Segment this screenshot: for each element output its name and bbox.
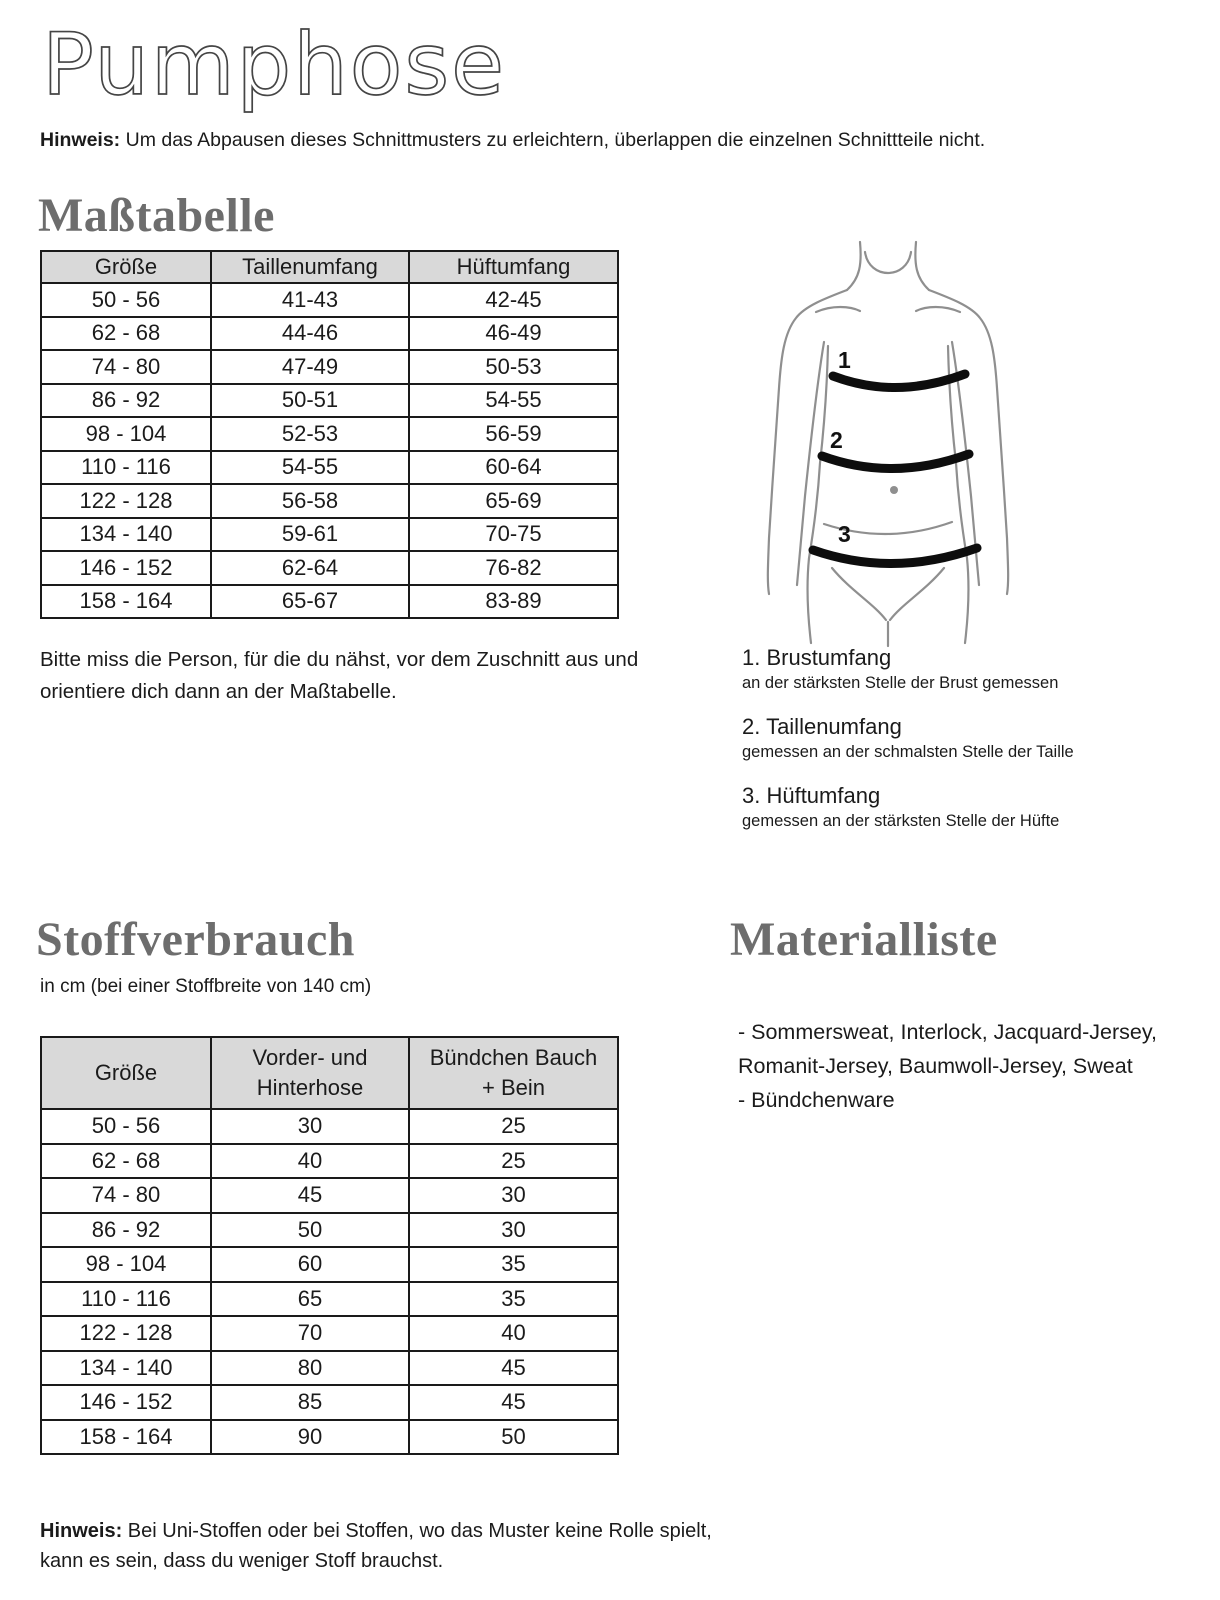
table-cell: 110 - 116 <box>41 1282 211 1317</box>
table-header-row <box>41 251 618 283</box>
bottom-note <box>40 1516 754 1576</box>
table-cell: 50 <box>409 1420 618 1455</box>
bottom-note-text: Bei Uni-Stoffen oder bei Stoffen, wo das Muster keine Rolle spielt, kann es sein, dass du weniger Stoff brauchst. <box>40 1520 712 1572</box>
table-row <box>41 451 618 485</box>
table-cell: 56-58 <box>211 484 409 518</box>
table-cell: 122 - 128 <box>41 1316 211 1351</box>
table-row <box>41 283 618 317</box>
table-cell: 56-59 <box>409 417 618 451</box>
legend-description: gemessen an der schmalsten Stelle der Taille <box>742 743 1074 761</box>
table-cell: 158 - 164 <box>41 585 211 619</box>
chest-band-number: 1 <box>838 347 851 373</box>
table-cell: 45 <box>409 1385 618 1420</box>
column-header: Vorder- und Hinterhose <box>211 1037 409 1109</box>
figure-crotch-right <box>890 568 944 620</box>
table-cell: 50 - 56 <box>41 283 211 317</box>
figure-navel-dot <box>890 486 898 494</box>
waist-band <box>822 454 969 469</box>
table-cell: 70 <box>211 1316 409 1351</box>
table-cell: 50 <box>211 1213 409 1248</box>
table-cell: 60 <box>211 1247 409 1282</box>
table-cell: 50-53 <box>409 350 618 384</box>
material-list <box>738 1016 1216 1118</box>
column-header: Größe <box>41 1037 211 1109</box>
table-row <box>41 1109 618 1144</box>
chest-band <box>833 374 965 388</box>
table-row <box>41 1282 618 1317</box>
table-row <box>41 585 618 619</box>
legend-description: an der stärksten Stelle der Brust gemessen <box>742 674 1059 692</box>
table-row <box>41 1144 618 1179</box>
table-cell: 47-49 <box>211 350 409 384</box>
table-row <box>41 1420 618 1455</box>
table-cell: 146 - 152 <box>41 551 211 585</box>
figure-neck-right <box>915 242 929 290</box>
fabric-usage-heading: Stoffverbrauch <box>36 913 355 966</box>
legend-item-hip <box>742 783 1202 831</box>
top-note-text: Um das Abpausen dieses Schnittmusters zu erleichtern, überlappen die einzelnen Schnittteile nicht. <box>120 129 986 151</box>
measurement-table <box>40 250 619 619</box>
table-cell: 42-45 <box>409 283 618 317</box>
table-row <box>41 1247 618 1282</box>
table-row <box>41 518 618 552</box>
legend-item-bust <box>742 645 1202 693</box>
table-cell: 74 - 80 <box>41 1178 211 1213</box>
figure-collarbone-left <box>816 307 860 312</box>
table-cell: 50-51 <box>211 384 409 418</box>
table-cell: 52-53 <box>211 417 409 451</box>
list-item: - Sommersweat, Interlock, Jacquard-Jersey, Romanit-Jersey, Baumwoll-Jersey, Sweat <box>738 1020 1157 1078</box>
table-cell: 98 - 104 <box>41 417 211 451</box>
legend-title: 3. Hüftumfang <box>742 783 881 808</box>
table-cell: 122 - 128 <box>41 484 211 518</box>
list-item: - Bündchenware <box>738 1087 895 1112</box>
table-cell: 40 <box>211 1144 409 1179</box>
table-cell: 30 <box>409 1178 618 1213</box>
table-cell: 65-67 <box>211 585 409 619</box>
table-row <box>41 417 618 451</box>
table-cell: 41-43 <box>211 283 409 317</box>
legend-title: 1. Brustumfang <box>742 645 892 670</box>
table-cell: 110 - 116 <box>41 451 211 485</box>
table-row <box>41 1385 618 1420</box>
table-cell: 134 - 140 <box>41 1351 211 1386</box>
table-cell: 86 - 92 <box>41 1213 211 1248</box>
table-cell: 146 - 152 <box>41 1385 211 1420</box>
table-cell: 74 - 80 <box>41 350 211 384</box>
legend-item-waist <box>742 714 1202 762</box>
table-cell: 85 <box>211 1385 409 1420</box>
table-cell: 40 <box>409 1316 618 1351</box>
body-measurement-figure <box>748 238 1028 648</box>
table-row <box>41 350 618 384</box>
table-cell: 62-64 <box>211 551 409 585</box>
table-row <box>41 551 618 585</box>
table-cell: 50 - 56 <box>41 1109 211 1144</box>
table-cell: 54-55 <box>409 384 618 418</box>
table-cell: 45 <box>409 1351 618 1386</box>
table-cell: 158 - 164 <box>41 1420 211 1455</box>
table-cell: 134 - 140 <box>41 518 211 552</box>
table-cell: 35 <box>409 1282 618 1317</box>
table-cell: 25 <box>409 1109 618 1144</box>
measurement-legend <box>742 645 1202 852</box>
figure-neck-left <box>847 242 861 290</box>
table-cell: 90 <box>211 1420 409 1455</box>
page-title-text: Pumphose <box>42 15 507 115</box>
fabric-usage-subtitle: in cm (bei einer Stoffbreite von 140 cm) <box>40 976 372 997</box>
table-cell: 86 - 92 <box>41 384 211 418</box>
table-cell: 76-82 <box>409 551 618 585</box>
table-row <box>41 1213 618 1248</box>
table-cell: 54-55 <box>211 451 409 485</box>
table-cell: 45 <box>211 1178 409 1213</box>
table-row <box>41 317 618 351</box>
page-title <box>40 14 560 118</box>
mass-table-heading: Maßtabelle <box>38 189 275 242</box>
table-cell: 59-61 <box>211 518 409 552</box>
table-row <box>41 1351 618 1386</box>
figure-collarbone-right <box>916 307 960 312</box>
table-cell: 25 <box>409 1144 618 1179</box>
table-cell: 80 <box>211 1351 409 1386</box>
table-cell: 83-89 <box>409 585 618 619</box>
column-header: Taillenumfang <box>211 251 409 283</box>
legend-description: gemessen an der stärksten Stelle der Hüfte <box>742 812 1060 830</box>
top-note-label: Hinweis: <box>40 129 121 151</box>
table-cell: 65-69 <box>409 484 618 518</box>
figure-crotch-left <box>832 568 886 620</box>
hip-band-number: 3 <box>838 521 851 547</box>
table-header-row <box>41 1037 618 1109</box>
table-row <box>41 384 618 418</box>
table-cell: 60-64 <box>409 451 618 485</box>
top-note <box>40 126 985 155</box>
table-cell: 62 - 68 <box>41 317 211 351</box>
column-header: Größe <box>41 251 211 283</box>
table-cell: 46-49 <box>409 317 618 351</box>
column-header: Hüftumfang <box>409 251 618 283</box>
table-cell: 98 - 104 <box>41 1247 211 1282</box>
table-cell: 30 <box>211 1109 409 1144</box>
measure-instruction-text: Bitte miss die Person, für die du nähst, vor dem Zuschnitt aus und orientiere dich dann an der Maßtabelle. <box>40 648 639 703</box>
table-row <box>41 484 618 518</box>
material-list-heading: Materialliste <box>730 913 998 966</box>
bottom-note-label: Hinweis: <box>40 1520 123 1542</box>
table-cell: 70-75 <box>409 518 618 552</box>
table-row <box>41 1178 618 1213</box>
waist-band-number: 2 <box>830 427 843 453</box>
hip-band <box>813 548 977 564</box>
table-cell: 62 - 68 <box>41 1144 211 1179</box>
table-cell: 65 <box>211 1282 409 1317</box>
table-row <box>41 1316 618 1351</box>
table-cell: 30 <box>409 1213 618 1248</box>
fabric-usage-table <box>40 1036 619 1455</box>
legend-title: 2. Taillenumfang <box>742 714 902 739</box>
column-header: Bündchen Bauch + Bein <box>409 1037 618 1109</box>
figure-collar <box>865 252 911 273</box>
table-cell: 44-46 <box>211 317 409 351</box>
table-cell: 35 <box>409 1247 618 1282</box>
